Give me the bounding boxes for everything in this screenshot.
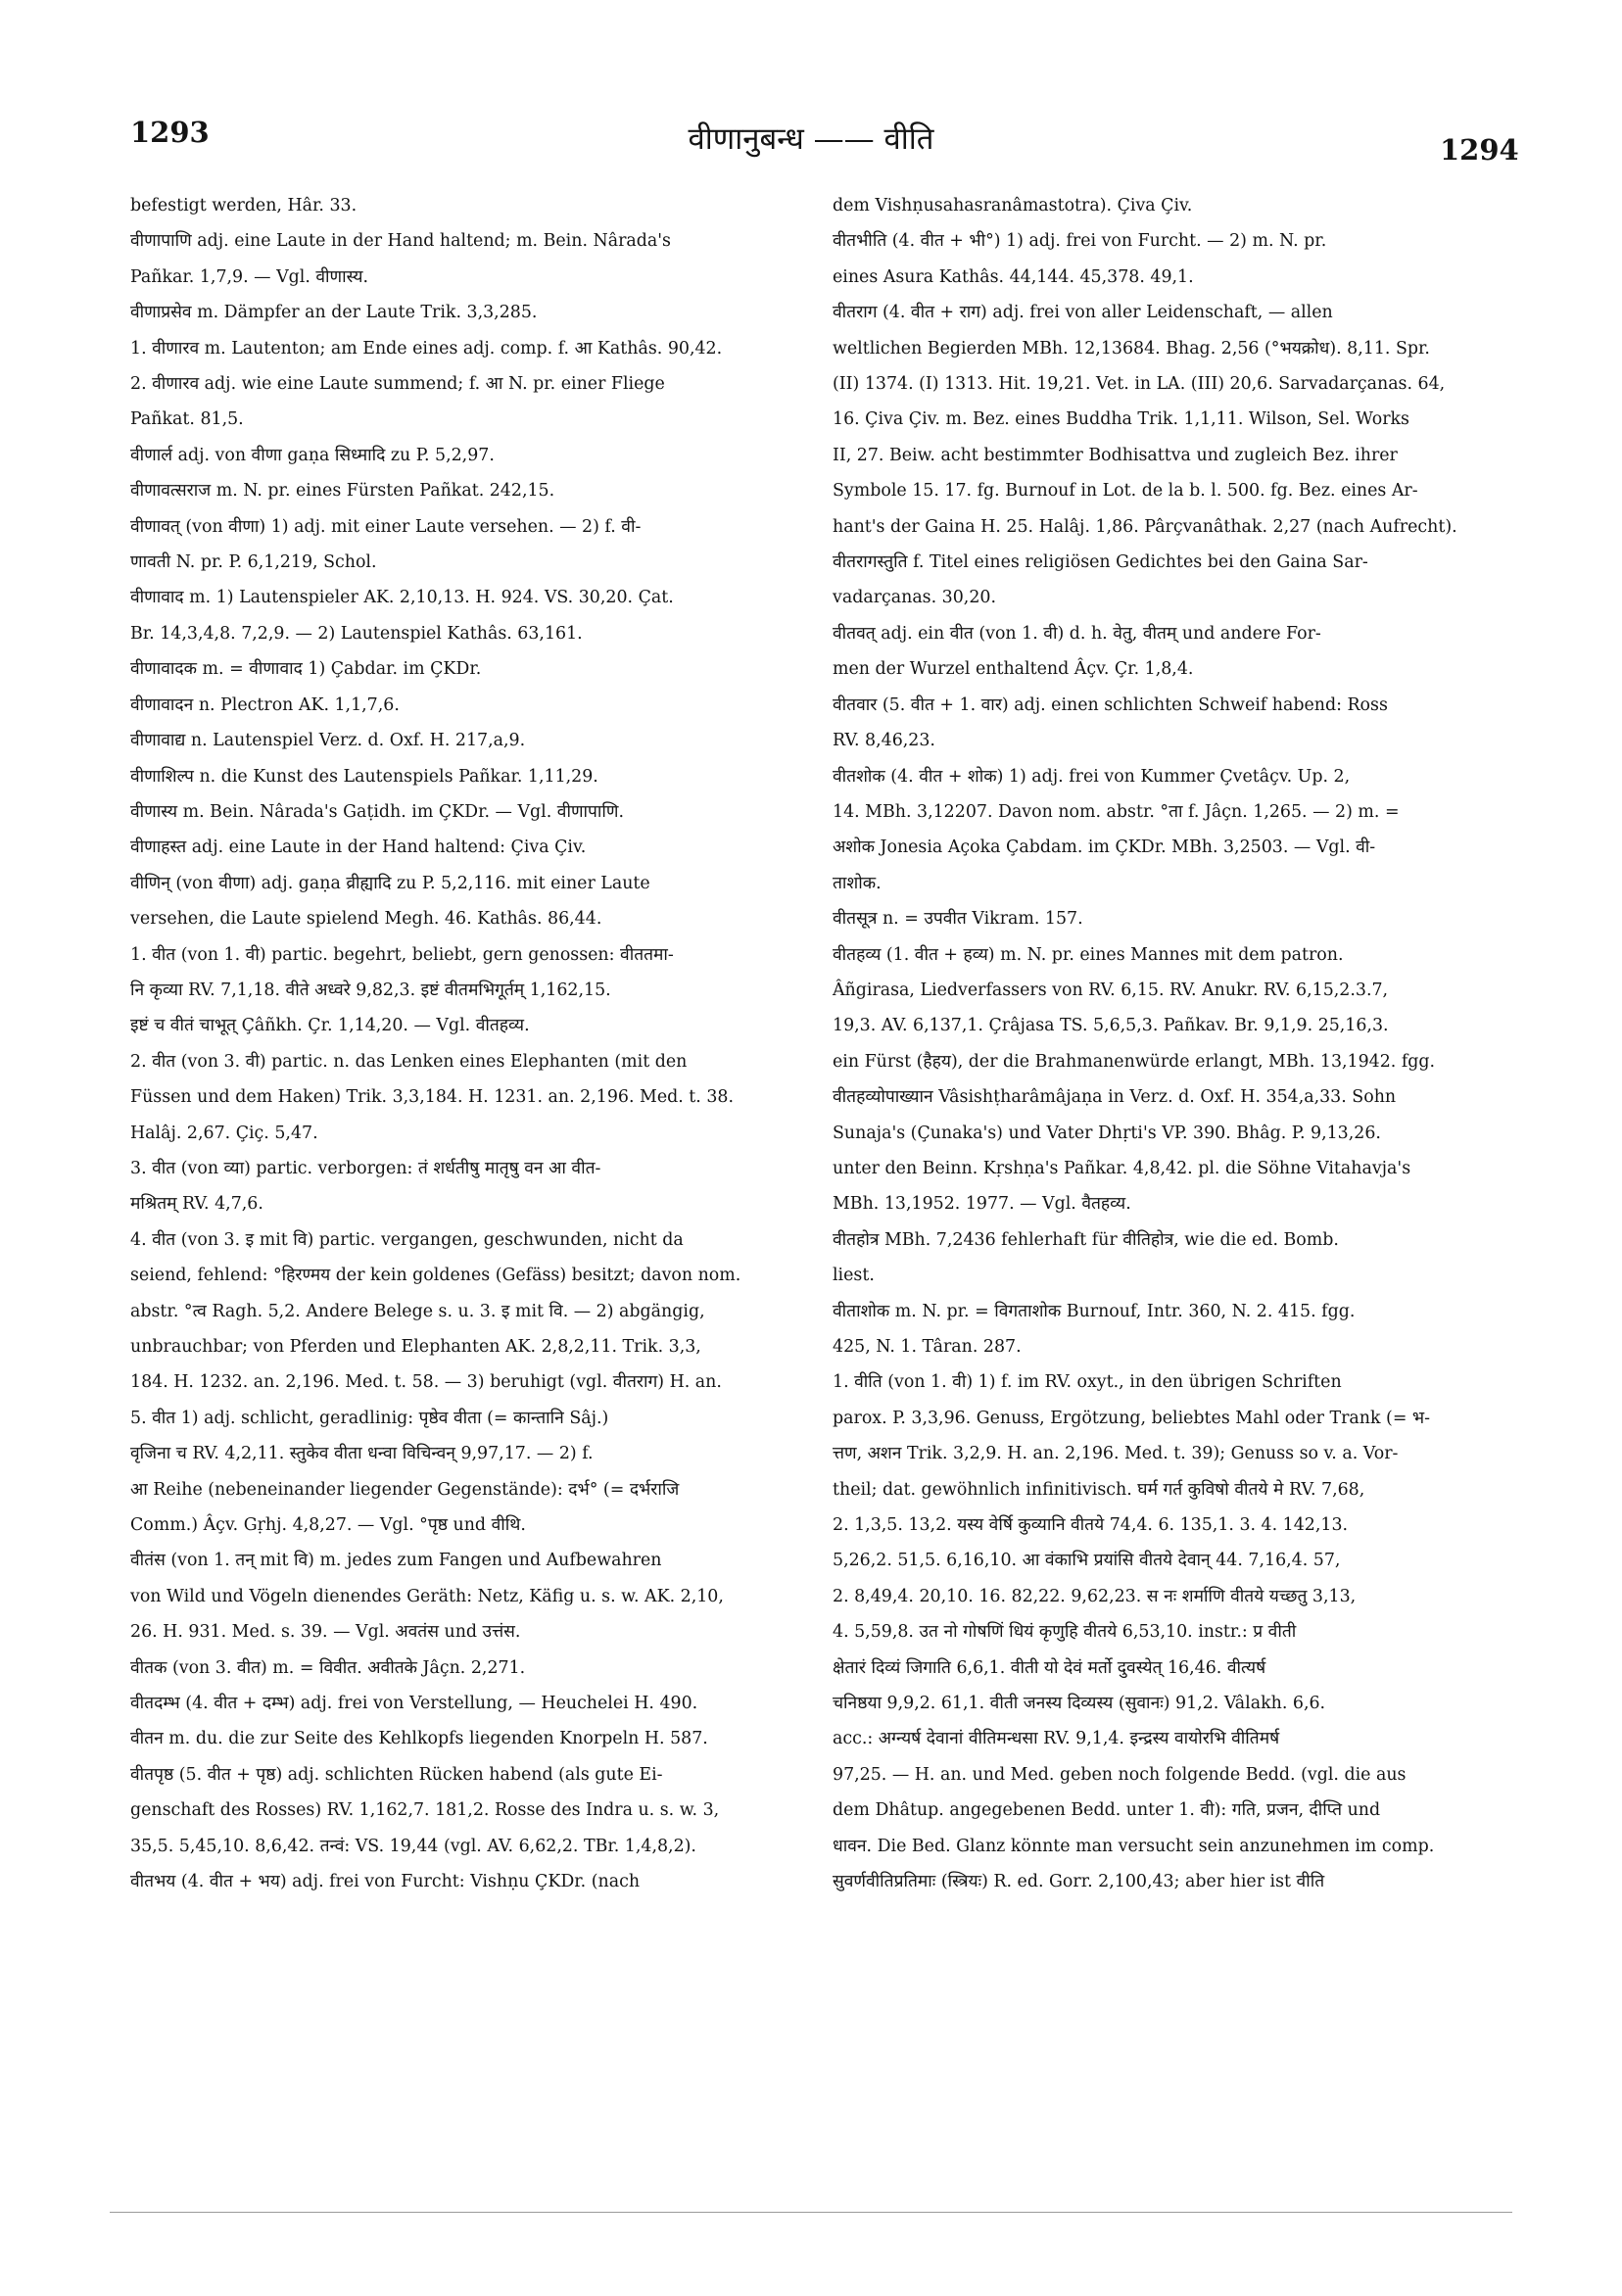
page-number-left: 1293: [130, 116, 210, 149]
left-column-line: 184. H. 1232. an. 2,196. Med. t. 58. — 3) beruhigt (vgl. वीतराग) H. an.: [130, 1372, 722, 1393]
left-column-line: 3. वीत (von व्या) partic. verborgen: तं शर्धतीषु मातृषु वन आ वीत-: [130, 1158, 601, 1178]
right-column: [833, 188, 1491, 1900]
left-column-line: वृजिना च RV. 4,2,11. स्तुकेव वीता धन्वा विचिन्वन् 9,97,17. — 2) f.: [130, 1444, 594, 1464]
right-column-line: चनिष्ठया 9,9,2. 61,1. वीती जनस्य दिव्यस्य (सुवानः) 91,2. Vâlakh. 6,6.: [833, 1694, 1326, 1714]
right-column-line: वीताशोक m. N. pr. = विगताशोक Burnouf, Intr. 360, N. 2. 415. fgg.: [833, 1301, 1356, 1321]
left-column-line: unbrauchbar; von Pferden und Elephanten AK. 2,8,2,11. Trik. 3,3,: [130, 1337, 701, 1357]
right-column-line: eines Asura Kathâs. 44,144. 45,378. 49,1.: [833, 266, 1194, 287]
left-column-line: णावती N. pr. P. 6,1,219, Schol.: [130, 552, 377, 573]
left-column-line: वीणाशिल्प n. die Kunst des Lautenspiels Pañkar. 1,11,29.: [130, 766, 598, 787]
right-column-line: II, 27. Beiw. acht bestimmter Bodhisattva und zugleich Bez. ihrer: [833, 445, 1398, 465]
left-column-line: आ Reihe (nebeneinander liegender Gegenstände): दर्भ° (= दर्भराजि: [130, 1479, 680, 1500]
right-column-line: 97,25. — H. an. und Med. geben noch folgende Bedd. (vgl. die aus: [833, 1764, 1407, 1785]
left-column-line: वीणावाद्य n. Lautenspiel Verz. d. Oxf. H. 217,a,9.: [130, 731, 526, 751]
left-column-line: befestigt werden, Hâr. 33.: [130, 196, 358, 215]
right-column-line: वीतवत् adj. ein वीत (von 1. वी) d. h. वेतु, वीतम् und andere For-: [833, 623, 1321, 644]
left-column-line: 26. H. 931. Med. s. 39. — Vgl. अवतंस und उत्तंस.: [130, 1622, 521, 1643]
right-column-line: 19,3. AV. 6,137,1. Çrâjasa TS. 5,6,5,3. Pañkav. Br. 9,1,9. 25,16,3.: [833, 1016, 1389, 1036]
left-column-line: 4. वीत (von 3. इ mit वि) partic. vergangen, geschwunden, nicht da: [130, 1229, 684, 1250]
right-column-line: hant's der Gaina H. 25. Halâj. 1,86. Pârçvanâthak. 2,27 (nach Aufrecht).: [833, 516, 1457, 537]
left-column: [130, 188, 792, 1900]
left-column-line: वीतक (von 3. वीत) m. = विवीत. अवीतके Jâçn. 2,271.: [130, 1657, 526, 1678]
right-column-line: क्षेतारं दिव्यं जिगाति 6,6,1. वीती यो देवं मर्तो दुवस्येत् 16,46. वीत्यर्ष: [833, 1657, 1266, 1678]
right-column-line: RV. 8,46,23.: [833, 731, 935, 751]
left-column-line: 1. वीत (von 1. वी) partic. begehrt, beliebt, gern genossen: वीततमा-: [130, 944, 674, 965]
left-column-line: abstr. °त्व Ragh. 5,2. Andere Belege s. u. 3. इ mit वि. — 2) abgängig,: [130, 1301, 705, 1321]
left-column-line: वीतभय (4. वीत + भय) adj. frei von Furcht: Vishṇu ÇKDr. (nach: [130, 1872, 641, 1892]
right-column-line: vadarçanas. 30,20.: [833, 588, 996, 608]
left-column-line: 1. वीणारव m. Lautenton; am Ende eines adj. comp. f. आ Kathâs. 90,42.: [130, 338, 723, 359]
left-column-line: Halâj. 2,67. Çiç. 5,47.: [130, 1123, 318, 1143]
right-column-line: वीतसूत्र n. = उपवीत Vikram. 157.: [833, 909, 1083, 930]
right-column-line: 425, N. 1. Târan. 287.: [833, 1337, 1022, 1357]
left-column-line: genschaft des Rosses) RV. 1,162,7. 181,2. Rosse des Indra u. s. w. 3,: [130, 1800, 720, 1821]
left-column-line: वीतदम्भ (4. वीत + दम्भ) adj. frei von Verstellung, — Heuchelei H. 490.: [130, 1694, 698, 1714]
right-column-line: dem Vishṇusahasranâmastotra). Çiva Çiv.: [833, 196, 1193, 215]
right-column-line: men der Wurzel enthaltend Âçv. Çr. 1,8,4.: [833, 659, 1194, 680]
right-column-line: 5,26,2. 51,5. 6,16,10. आ वंकाभि प्रयांसि वीतये देवान् 44. 7,16,4. 57,: [833, 1551, 1341, 1571]
left-column-line: Füssen und dem Haken) Trik. 3,3,184. H. 1231. an. 2,196. Med. t. 38.: [130, 1087, 735, 1108]
left-column-line: नि कृव्या RV. 7,1,18. वीते अध्वरे 9,82,3. इष्टं वीतमभिगूर्तम् 1,162,15.: [130, 980, 611, 1000]
right-column-line: dem Dhâtup. angegebenen Bedd. unter 1. वी): गति, प्रजन, दीप्ति und: [833, 1800, 1381, 1821]
left-column-line: वीणाहस्त adj. eine Laute in der Hand haltend: Çiva Çiv.: [130, 837, 587, 858]
page-number-right: 1294: [1440, 133, 1519, 167]
left-column-line: वीणावत्सराज m. N. pr. eines Fürsten Pañkat. 242,15.: [130, 481, 555, 502]
right-column-line: 16. Çiva Çiv. m. Bez. eines Buddha Trik. 1,1,11. Wilson, Sel. Works: [833, 409, 1409, 430]
left-column-line: 2. वीत (von 3. वी) partic. n. das Lenken eines Elephanten (mit den: [130, 1051, 688, 1072]
right-column-line: theil; dat. gewöhnlich infinitivisch. घर्म गर्त कुविषो वीतये मे RV. 7,68,: [833, 1479, 1365, 1500]
left-column-line: वीणावादन n. Plectron AK. 1,1,7,6.: [130, 694, 400, 715]
running-title: वीणानुबन्ध —— वीति: [688, 121, 934, 157]
right-column-line: acc.: अग्न्यर्ष देवानां वीतिमन्धसा RV. 9,1,4. इन्द्रस्य वायोरभि वीतिमर्ष: [833, 1729, 1280, 1749]
right-column-line: 2. 1,3,5. 13,2. यस्य वेर्षि कुव्यानि वीतये 74,4. 6. 135,1. 3. 4. 142,13.: [833, 1515, 1349, 1536]
left-column-line: वीणावाद m. 1) Lautenspieler AK. 2,10,13. H. 924. VS. 30,20. Çat.: [130, 588, 674, 608]
right-column-line: ताशोक.: [833, 873, 882, 893]
left-column-line: seiend, fehlend: °हिरण्मय der kein goldenes (Gefäss) besitzt; davon nom.: [130, 1266, 741, 1286]
right-column-line: Âñgirasa, Liedverfassers von RV. 6,15. RV. Anukr. RV. 6,15,2.3.7,: [833, 980, 1389, 1000]
right-column-line: 2. 8,49,4. 20,10. 16. 82,22. 9,62,23. स नः शर्माणि वीतये यच्छतु 3,13,: [833, 1586, 1357, 1606]
right-column-line: weltlichen Begierden MBh. 12,13684. Bhag. 2,56 (°भयक्रोध). 8,11. Spr.: [833, 338, 1430, 359]
right-column-line: वीतवार (5. वीत + 1. वार) adj. einen schlichten Schweif habend: Ross: [833, 694, 1388, 715]
right-column-line: वीतभीति (4. वीत + भी°) 1) adj. frei von Furcht. — 2) m. N. pr.: [833, 231, 1327, 252]
left-column-line: 2. वीणारव adj. wie eine Laute summend; f. आ N. pr. einer Fliege: [130, 374, 665, 395]
right-column-line: unter den Beinn. Kṛshṇa's Pañkar. 4,8,42. pl. die Söhne Vitahavja's: [833, 1158, 1411, 1178]
right-column-line: ein Fürst (हैहय), der die Brahmanenwürde erlangt, MBh. 13,1942. fgg.: [833, 1051, 1436, 1072]
footer-rule: [110, 2212, 1512, 2213]
right-column-line: अशोक Jonesia Açoka Çabdam. im ÇKDr. MBh. 3,2503. — Vgl. वी-: [833, 837, 1376, 858]
left-column-line: 35,5. 5,45,10. 8,6,42. तन्वं: VS. 19,44 (vgl. AV. 6,62,2. TBr. 1,4,8,2).: [130, 1836, 696, 1856]
right-column-line: 14. MBh. 3,12207. Davon nom. abstr. °ता f. Jâçn. 1,265. — 2) m. =: [833, 801, 1400, 822]
right-column-line: वीतहव्योपाख्यान Vâsishṭharâmâjaṇa in Verz. d. Oxf. H. 354,a,33. Sohn: [833, 1087, 1397, 1108]
left-column-line: वीतपृष्ठ (5. वीत + पृष्ठ) adj. schlichten Rücken habend (als gute Ei-: [130, 1764, 663, 1785]
right-column-line: liest.: [833, 1266, 875, 1286]
left-column-line: वीणिन् (von वीणा) adj. gaṇa व्रीह्यादि zu P. 5,2,116. mit einer Laute: [130, 873, 650, 893]
left-column-line: 5. वीत 1) adj. schlicht, geradlinig: पृष्ठेव वीता (= कान्तानि Sâj.): [130, 1408, 609, 1428]
left-column-line: वीणापाणि adj. eine Laute in der Hand haltend; m. Bein. Nârada's: [130, 231, 671, 252]
left-column-line: वीणास्य m. Bein. Nârada's Gaṭidh. im ÇKDr. — Vgl. वीणापाणि.: [130, 801, 625, 822]
right-column-line: (II) 1374. (I) 1313. Hit. 19,21. Vet. in LA. (III) 20,6. Sarvadarçanas. 64,: [833, 374, 1446, 395]
right-column-line: धावन. Die Bed. Glanz könnte man versucht sein anzunehmen im comp.: [833, 1836, 1435, 1856]
left-column-line: वीतंस (von 1. तन् mit वि) m. jedes zum Fangen und Aufbewahren: [130, 1551, 662, 1571]
right-column-line: Symbole 15. 17. fg. Burnouf in Lot. de la b. l. 500. fg. Bez. eines Ar-: [833, 481, 1418, 502]
right-column-line: 4. 5,59,8. उत नो गोषणिं धियं कृणुहि वीतये 6,53,10. instr.: प्र वीती: [833, 1622, 1297, 1643]
right-column-line: वीतहव्य (1. वीत + हव्य) m. N. pr. eines Mannes mit dem patron.: [833, 944, 1344, 965]
right-column-line: Sunaja's (Çunaka's) und Vater Dhṛti's VP. 390. Bhâg. P. 9,13,26.: [833, 1123, 1381, 1143]
right-column-line: parox. P. 3,3,96. Genuss, Ergötzung, beliebtes Mahl oder Trank (= भ-: [833, 1408, 1431, 1428]
left-column-line: वीणाप्रसेव m. Dämpfer an der Laute Trik. 3,3,285.: [130, 303, 538, 323]
right-column-line: सुवर्णवीतिप्रतिमाः (स्त्रियः) R. ed. Gorr. 2,100,43; aber hier ist वीति: [833, 1872, 1325, 1892]
left-column-line: वीणावादक m. = वीणावाद 1) Çabdar. im ÇKDr.: [130, 659, 482, 680]
left-column-line: वीतन m. du. die zur Seite des Kehlkopfs liegenden Knorpeln H. 587.: [130, 1729, 708, 1749]
left-column-line: von Wild und Vögeln dienendes Geräth: Netz, Käfig u. s. w. AK. 2,10,: [130, 1586, 724, 1606]
left-column-line: Br. 14,3,4,8. 7,2,9. — 2) Lautenspiel Kathâs. 63,161.: [130, 623, 583, 644]
left-column-line: वीणार्ल adj. von वीणा gaṇa सिध्मादि zu P. 5,2,97.: [130, 445, 495, 465]
right-column-line: 1. वीति (von 1. वी) 1) f. im RV. oxyt., in den übrigen Schriften: [833, 1372, 1342, 1393]
left-column-line: वीणावत् (von वीणा) 1) adj. mit einer Laute versehen. — 2) f. वी-: [130, 516, 642, 537]
left-column-line: Comm.) Âçv. Gṛhj. 4,8,27. — Vgl. °पृष्ठ und वीथि.: [130, 1515, 526, 1536]
left-column-line: versehen, die Laute spielend Megh. 46. Kathâs. 86,44.: [130, 909, 602, 930]
right-column-line: त्तण, अशन Trik. 3,2,9. H. an. 2,196. Med. t. 39); Genuss so v. a. Vor-: [833, 1444, 1399, 1464]
right-column-line: वीतहोत्र MBh. 7,2436 fehlerhaft für वीतिहोत्र, wie die ed. Bomb.: [833, 1229, 1339, 1250]
left-column-line: Pañkar. 1,7,9. — Vgl. वीणास्य.: [130, 266, 369, 287]
right-column-line: वीतशोक (4. वीत + शोक) 1) adj. frei von Kummer Çvetâçv. Up. 2,: [833, 766, 1351, 787]
left-column-line: इष्टं च वीतं चाभूत् Çâñkh. Çr. 1,14,20. — Vgl. वीतहव्य.: [130, 1016, 530, 1036]
right-column-line: MBh. 13,1952. 1977. — Vgl. वैतहव्य.: [833, 1194, 1131, 1215]
right-column-line: वीतराग (4. वीत + राग) adj. frei von aller Leidenschaft, — allen: [833, 303, 1333, 323]
left-column-line: मश्रितम् RV. 4,7,6.: [130, 1194, 263, 1215]
right-column-line: वीतरागस्तुति f. Titel eines religiösen Gedichtes bei den Gaina Sar-: [833, 552, 1368, 573]
left-column-line: Pañkat. 81,5.: [130, 409, 244, 430]
